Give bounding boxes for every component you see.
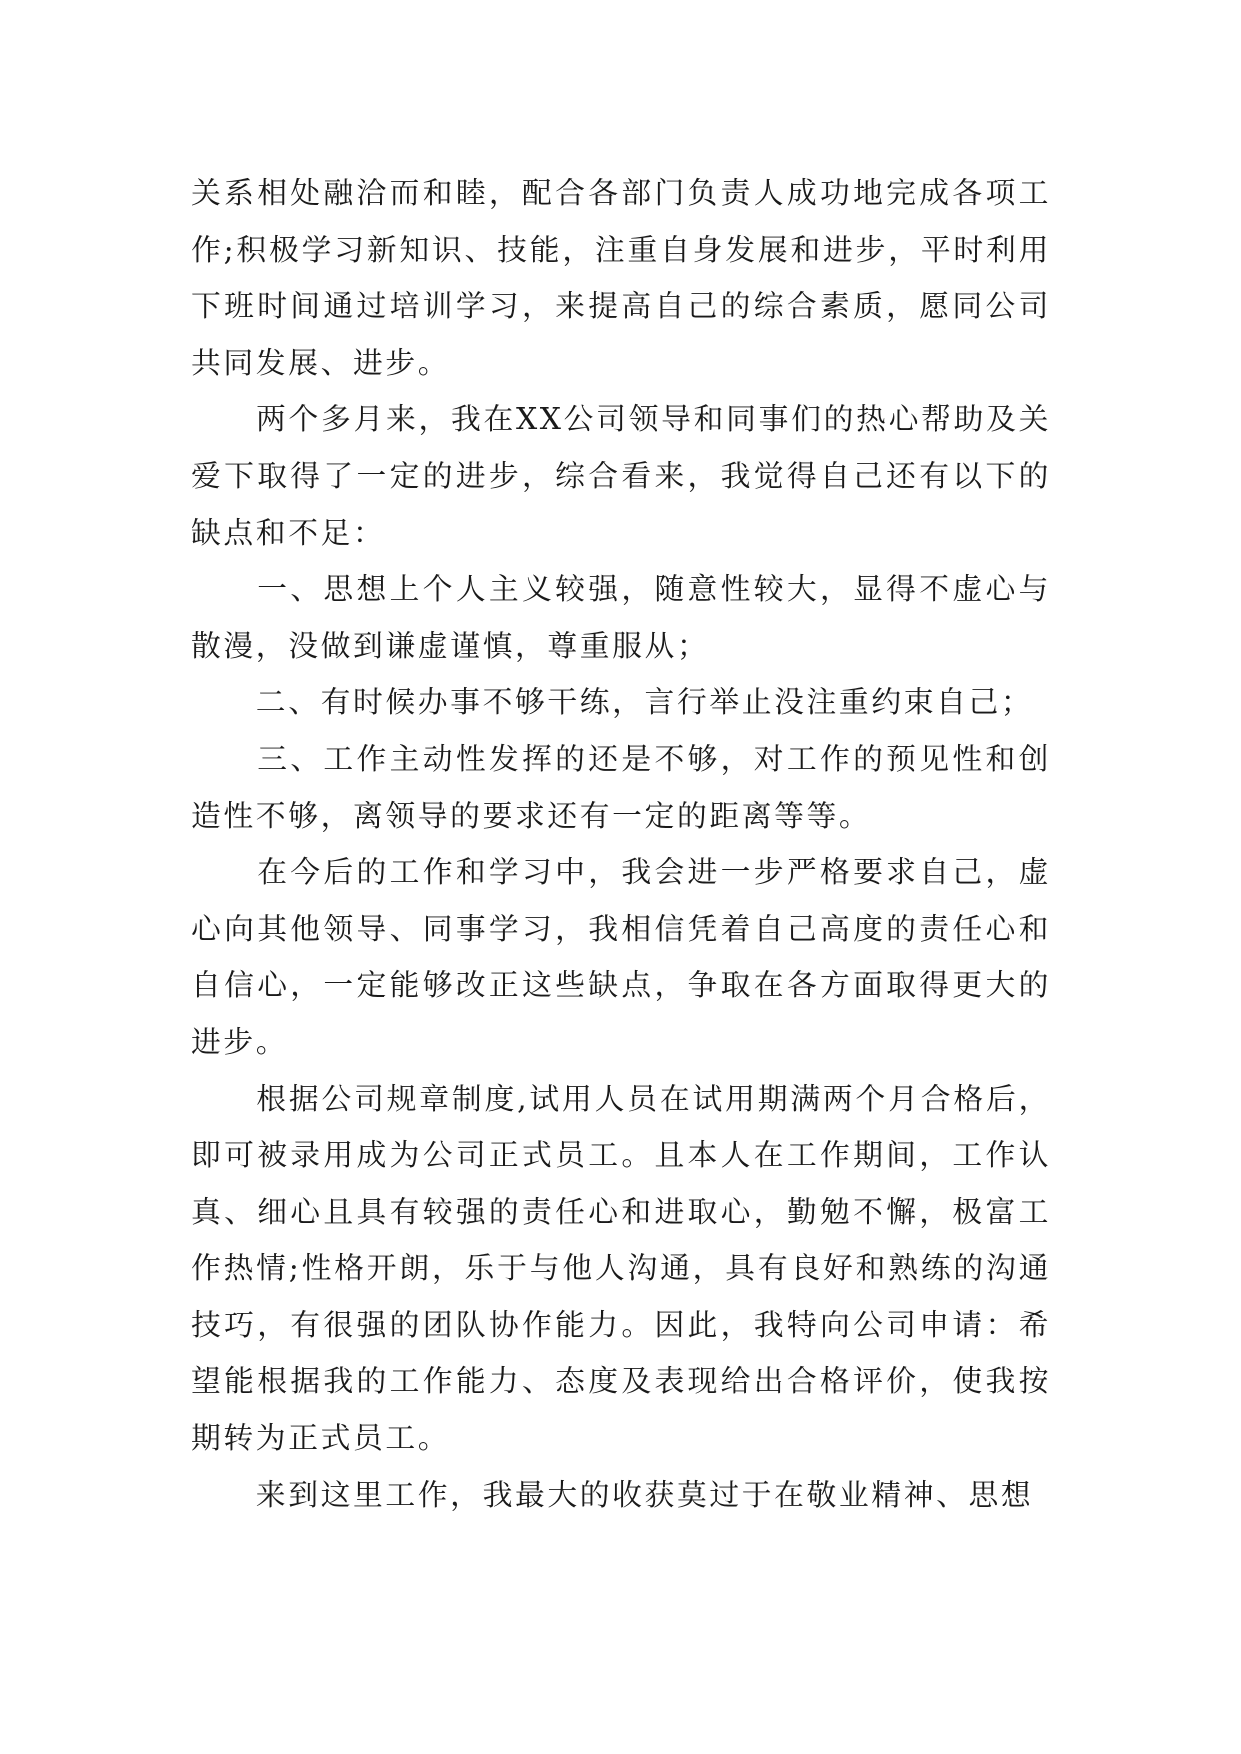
paragraph-2: 两个多月来，我在XX公司领导和同事们的热心帮助及关爱下取得了一定的进步，综合看来，我觉得自己还有以下的缺点和不足：: [191, 402, 1051, 551]
paragraph-6: 在今后的工作和学习中，我会进一步严格要求自己，虚心向其他领导、同事学习，我相信凭着自己高度的责任心和自信心，一定能够改正这些缺点，争取在各方面取得更大的进步。: [191, 855, 1051, 1060]
paragraph-1: 关系相处融洽而和睦，配合各部门负责人成功地完成各项工作;积极学习新知识、技能，注重自身发展和进步，平时利用下班时间通过培训学习，来提高自己的综合素质，愿同公司共同发展、进步。: [191, 176, 1051, 381]
paragraph-4: 二、有时候办事不够干练，言行举止没注重约束自己；: [191, 685, 1034, 721]
paragraph-8: 来到这里工作，我最大的收获莫过于在敬业精神、思想: [191, 1477, 1034, 1513]
paragraph-7: 根据公司规章制度,试用人员在试用期满两个月合格后，即可被录用成为公司正式员工。且本人在工作期间，工作认真、细心且具有较强的责任心和进取心，勤勉不懈，极富工作热情;性格开朗，乐于与他人沟通，具有良好和熟练的沟通技巧，有很强的团队协作能力。因此，我特向公司申请：希望能根据我的工作能力、态度及表现给出合格评价，使我按期转为正式员工。: [191, 1081, 1051, 1457]
paragraph-5: 三、工作主动性发挥的还是不够，对工作的预见性和创造性不够，离领导的要求还有一定的距离等等。: [191, 741, 1051, 834]
paragraph-3: 一、思想上个人主义较强，随意性较大，显得不虚心与散漫，没做到谦虚谨慎，尊重服从；: [191, 572, 1051, 664]
document-body: [191, 166, 1051, 1524]
